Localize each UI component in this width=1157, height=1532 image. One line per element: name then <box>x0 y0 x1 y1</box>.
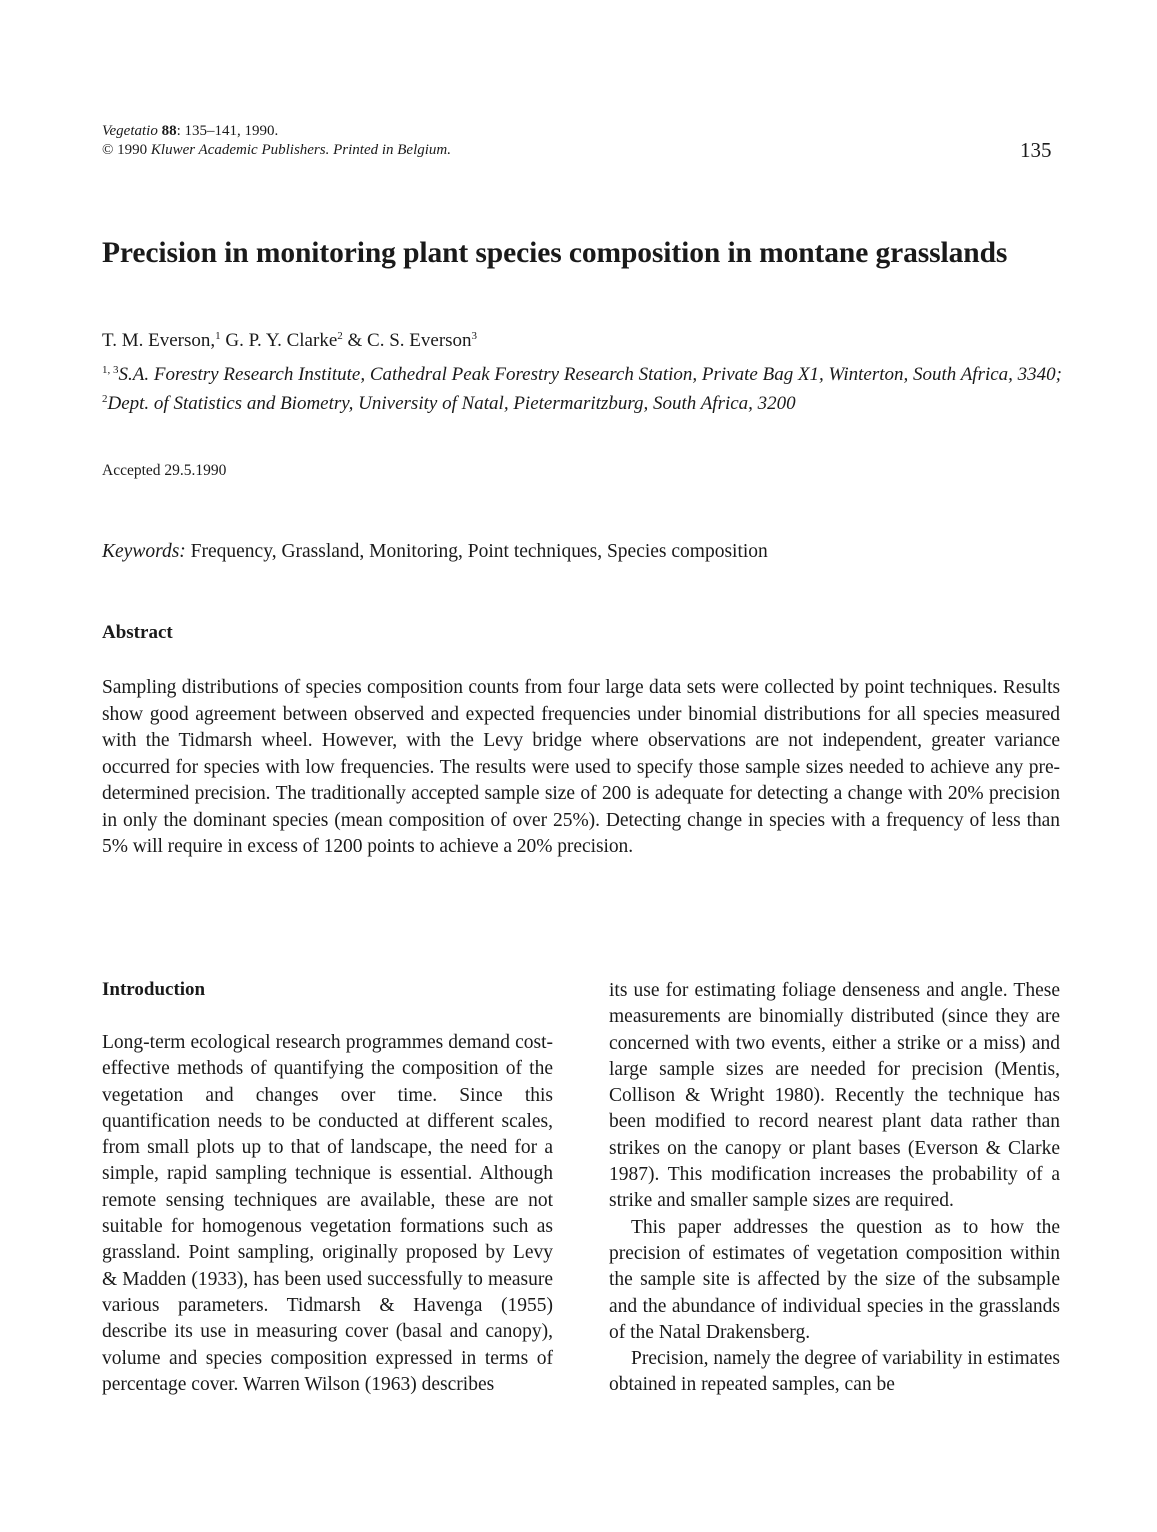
author-list <box>102 330 477 352</box>
author-2: G. P. Y. Clarke <box>220 330 338 351</box>
introduction-paragraph-1-cont: its use for estimating foliage denseness and angle. These measurements are binomially distributed (since they are concerned with two events, either a strike or a miss) and large sample sizes are needed for precision (Mentis, Collison & Wright 1980). Recently the technique has been modified to record nearest plant data rather than strikes on the canopy or plant bases (Everson & Clarke 1987). This modification increases the probability of a strike and smaller sample sizes are required. <box>609 980 1060 1212</box>
author-3: & C. S. Everson <box>342 330 472 351</box>
keywords <box>102 541 768 563</box>
journal-volume-line <box>102 122 451 141</box>
copyright-line <box>102 141 451 160</box>
page-number: 135 <box>1020 138 1052 162</box>
author-2-sup: 2 <box>337 330 343 342</box>
introduction-left-column <box>102 1030 553 1398</box>
introduction-paragraph-1: Long-term ecological research programmes demand cost-effective methods of quantifying the composition of the vegetation and changes over time. Since this quantification needs to be conducted at different scales, from small plots up to that of landscape, the need for a simple, rapid sampling technique is essential. Although remote sensing techniques are available, these are not suitable for homogenous vegetation formations such as grassland. Point sampling, originally proposed by Levy & Madden (1933), has been used successfully to measure various parameters. Tidmarsh & Havenga (1955) describe its use in measuring cover (basal and canopy), volume and species composition expressed in terms of percentage cover. Warren Wilson (1963) describes <box>102 1032 553 1395</box>
accepted-date: Accepted 29.5.1990 <box>102 462 227 479</box>
affiliation-1: S.A. Forestry Research Institute, Cathedral Peak Forestry Research Station, Private Bag X1, Winterton, South Africa, 3340; <box>118 364 1063 385</box>
affiliation-2: Dept. of Statistics and Biometry, University of Natal, Pietermaritzburg, South Africa, 3200 <box>107 393 796 414</box>
journal-citation <box>102 122 451 160</box>
introduction-heading: Introduction <box>102 979 206 1000</box>
journal-pages-year: : 135–141, 1990. <box>176 123 279 139</box>
journal-volume: 88 <box>161 123 177 139</box>
paper-title: Precision in monitoring plant species composition in montane grasslands <box>102 237 1008 269</box>
abstract-heading: Abstract <box>102 622 173 643</box>
author-1-sup: 1 <box>215 330 221 342</box>
introduction-paragraph-3: Precision, namely the degree of variability in estimates obtained in repeated samples, can be <box>609 1348 1060 1396</box>
journal-name: Vegetatio <box>102 123 158 139</box>
affiliation-1-sup: 1, 3 <box>102 364 119 376</box>
copyright: © 1990 <box>102 142 148 158</box>
keywords-text: Frequency, Grassland, Monitoring, Point techniques, Species composition <box>185 541 768 562</box>
keywords-label: Keywords: <box>102 541 186 562</box>
author-3-sup: 3 <box>471 330 478 342</box>
author-1: T. M. Everson, <box>102 330 216 351</box>
publisher: Kluwer Academic Publishers. Printed in Belgium. <box>150 142 452 158</box>
introduction-right-column <box>609 978 1060 1399</box>
affiliations <box>102 358 1062 416</box>
abstract-text: Sampling distributions of species composition counts from four large data sets were collected by point techniques. Results show good agreement between observed and expected frequencies under binomial distributions for all species measured with the Tidmarsh wheel. However, with the Levy bridge where observations are not independent, greater variance occurred for species with low frequencies. The results were used to specify those sample sizes needed to achieve any pre-determined precision. The traditionally accepted sample size of 200 is adequate for detecting a change with 20% precision in only the dominant species (mean composition of over 25%). Detecting change in species with a frequency of less than 5% will require in excess of 1200 points to achieve a 20% precision. <box>102 677 1060 857</box>
introduction-paragraph-2: This paper addresses the question as to how the precision of estimates of vegetation composition within the sample site is affected by the size of the subsample and the abundance of individual species in the grasslands of the Natal Drakensberg. <box>609 1216 1060 1343</box>
affiliation-2-sup: 2 <box>102 393 108 405</box>
